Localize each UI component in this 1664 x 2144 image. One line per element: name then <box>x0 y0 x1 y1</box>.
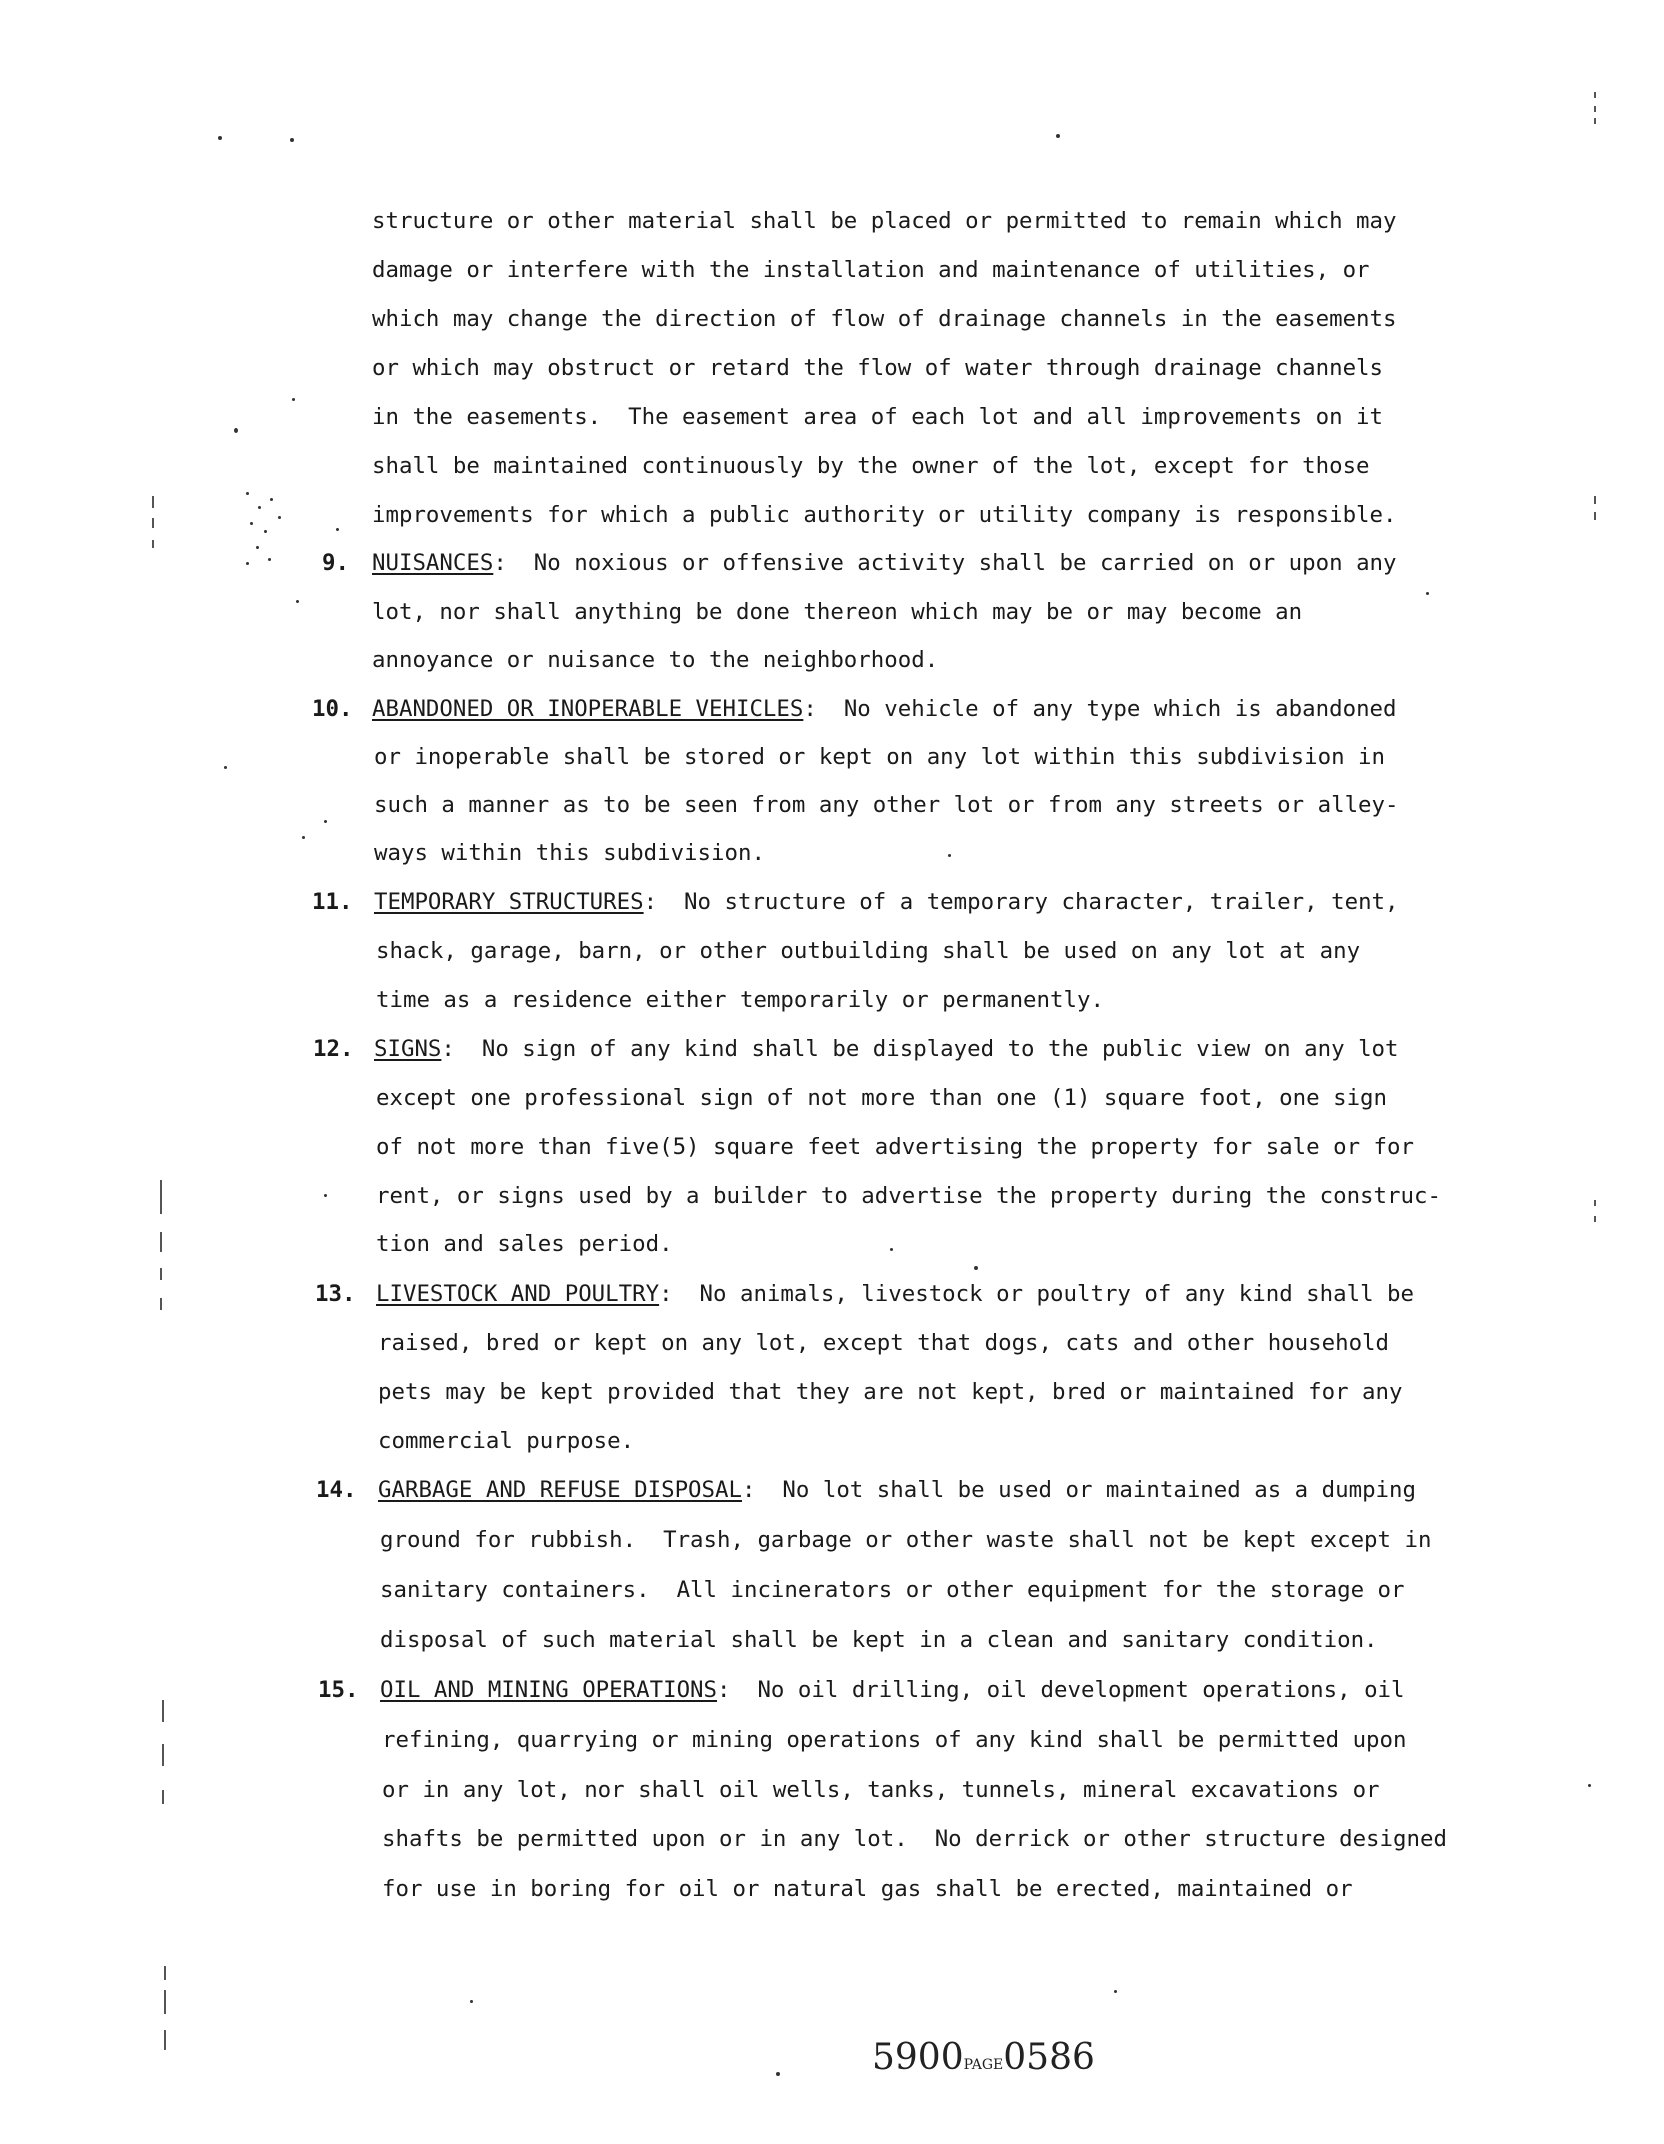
margin-tick <box>1594 92 1596 98</box>
section-text: : No sign of any kind shall be displayed to the public view on any lot <box>441 1036 1399 1062</box>
section-heading: NUISANCES <box>372 550 494 576</box>
section-number: 11. <box>312 889 353 915</box>
margin-tick <box>152 518 154 528</box>
section-text: : No lot shall be used or maintained as a dumping <box>741 1477 1416 1503</box>
section-heading: ABANDONED OR INOPERABLE VEHICLES <box>372 696 804 722</box>
scan-speck <box>890 1248 893 1251</box>
intro-line: improvements for which a public authority or utility company is responsible. <box>372 502 1397 528</box>
scan-speck <box>250 522 253 525</box>
margin-tick <box>1594 1200 1596 1206</box>
section-heading: TEMPORARY STRUCTURES <box>374 889 644 915</box>
scan-speck <box>974 1266 978 1270</box>
section-line: commercial purpose. <box>378 1428 635 1454</box>
scan-speck <box>324 1194 327 1197</box>
margin-tick <box>1594 118 1596 124</box>
margin-tick <box>152 540 154 548</box>
scan-speck <box>234 428 238 433</box>
section-first-line <box>372 694 1397 724</box>
scan-speck <box>470 2000 473 2003</box>
section-number: 12. <box>313 1036 354 1062</box>
scan-speck <box>270 498 273 501</box>
section-line: such a manner as to be seen from any other lot or from any streets or alley- <box>374 792 1399 818</box>
section-line: pets may be kept provided that they are not kept, bred or maintained for any <box>378 1379 1403 1405</box>
section-line: shafts be permitted upon or in any lot. No derrick or other structure designed <box>382 1826 1447 1852</box>
margin-tick <box>1594 106 1596 112</box>
margin-tick <box>162 1790 164 1804</box>
margin-tick <box>160 1298 162 1310</box>
scan-speck <box>324 820 327 823</box>
section-line: tion and sales period. <box>376 1231 673 1257</box>
section-text: : No noxious or offensive activity shall be carried on or upon any <box>493 550 1397 576</box>
book-page-stamp <box>872 2038 1095 2085</box>
section-line: shack, garage, barn, or other outbuilding shall be used on any lot at any <box>376 938 1361 964</box>
intro-line: damage or interfere with the installation and maintenance of utilities, or <box>372 257 1370 283</box>
section-heading: GARBAGE AND REFUSE DISPOSAL <box>378 1477 742 1503</box>
scan-speck <box>776 2072 780 2076</box>
section-first-line <box>376 1279 1414 1309</box>
margin-tick <box>164 2030 166 2050</box>
margin-tick <box>1594 512 1596 520</box>
scan-speck <box>292 398 295 401</box>
margin-tick <box>160 1268 162 1280</box>
section-text: : No animals, livestock or poultry of any kind shall be <box>659 1281 1414 1307</box>
section-line: of not more than five(5) square feet advertising the property for sale or for <box>376 1134 1414 1160</box>
section-heading: SIGNS <box>374 1036 442 1062</box>
page-number: 0586 <box>1003 2037 1095 2078</box>
section-line: or inoperable shall be stored or kept on any lot within this subdivision in <box>374 744 1386 770</box>
book-number: 5900 <box>872 2037 964 2078</box>
scan-speck <box>246 492 249 495</box>
section-number: 13. <box>315 1281 356 1307</box>
section-first-line <box>380 1675 1405 1705</box>
intro-line: or which may obstruct or retard the flow of water through drainage channels <box>372 355 1384 381</box>
margin-tick <box>1594 1216 1596 1222</box>
section-line: raised, bred or kept on any lot, except that dogs, cats and other household <box>378 1330 1390 1356</box>
scan-speck <box>1588 1784 1591 1787</box>
scan-speck <box>258 506 261 509</box>
scan-speck <box>268 558 271 561</box>
section-line: lot, nor shall anything be done thereon which may be or may become an <box>372 599 1303 625</box>
margin-tick <box>152 496 154 508</box>
scan-speck <box>1426 592 1429 595</box>
scan-speck <box>1056 134 1060 138</box>
section-line: disposal of such material shall be kept in a clean and sanitary condition. <box>380 1627 1378 1653</box>
section-line: time as a residence either temporarily or permanently. <box>376 987 1104 1013</box>
section-line: ground for rubbish. Trash, garbage or other waste shall not be kept except in <box>380 1527 1432 1553</box>
section-line: annoyance or nuisance to the neighborhood. <box>372 647 939 673</box>
section-line: for use in boring for oil or natural gas shall be erected, maintained or <box>382 1876 1353 1902</box>
section-first-line <box>372 548 1397 578</box>
scan-speck <box>336 528 339 531</box>
scan-speck <box>948 854 951 857</box>
section-number: 10. <box>312 696 353 722</box>
section-line: sanitary containers. All incinerators or other equipment for the storage or <box>380 1577 1405 1603</box>
section-first-line <box>374 887 1399 917</box>
scan-speck <box>224 766 227 769</box>
margin-tick <box>160 1232 162 1252</box>
intro-line: which may change the direction of flow of drainage channels in the easements <box>372 306 1397 332</box>
scan-speck <box>290 138 294 142</box>
section-line: except one professional sign of not more than one (1) square foot, one sign <box>376 1085 1388 1111</box>
margin-tick <box>164 1990 166 2014</box>
section-text: : No oil drilling, oil development operations, oil <box>717 1677 1405 1703</box>
section-line: or in any lot, nor shall oil wells, tanks, tunnels, mineral excavations or <box>382 1777 1380 1803</box>
intro-line: shall be maintained continuously by the owner of the lot, except for those <box>372 453 1370 479</box>
section-heading: OIL AND MINING OPERATIONS <box>380 1677 718 1703</box>
scan-speck <box>302 836 305 839</box>
scan-speck <box>246 562 249 565</box>
section-number: 14. <box>316 1477 357 1503</box>
intro-line: structure or other material shall be placed or permitted to remain which may <box>372 208 1397 234</box>
section-text: : No structure of a temporary character, trailer, tent, <box>643 889 1399 915</box>
page-label: PAGE <box>963 2057 1004 2073</box>
scan-speck <box>256 546 259 549</box>
margin-tick <box>1594 496 1596 504</box>
section-number: 9. <box>322 550 349 576</box>
scan-speck <box>278 516 281 519</box>
section-heading: LIVESTOCK AND POULTRY <box>376 1281 660 1307</box>
scan-speck <box>264 530 267 533</box>
intro-line: in the easements. The easement area of each lot and all improvements on it <box>372 404 1384 430</box>
section-number: 15. <box>318 1677 359 1703</box>
margin-tick <box>160 1180 162 1214</box>
section-first-line <box>374 1034 1399 1064</box>
section-text: : No vehicle of any type which is abandoned <box>803 696 1397 722</box>
margin-tick <box>164 1966 166 1980</box>
scan-speck <box>1114 1990 1117 1993</box>
scan-speck <box>218 136 222 140</box>
section-line: rent, or signs used by a builder to advertise the property during the construc- <box>376 1183 1441 1209</box>
margin-tick <box>162 1700 164 1722</box>
section-line: ways within this subdivision. <box>374 840 765 866</box>
section-line: refining, quarrying or mining operations of any kind shall be permitted upon <box>382 1727 1407 1753</box>
margin-tick <box>162 1744 164 1766</box>
scan-speck <box>296 600 299 603</box>
section-first-line <box>378 1475 1416 1505</box>
